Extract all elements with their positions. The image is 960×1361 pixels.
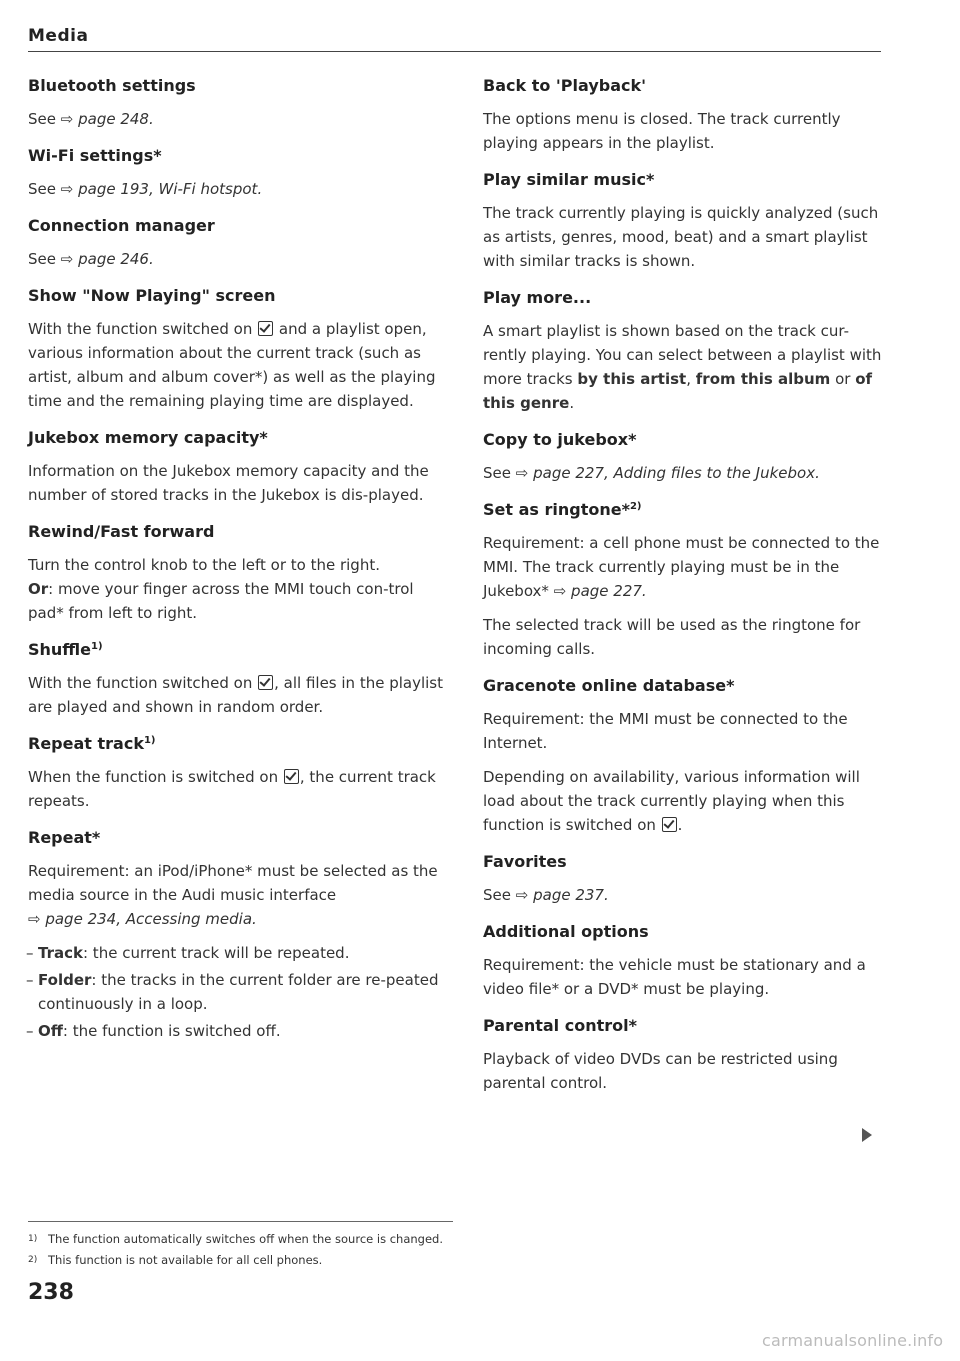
section-heading: Favorites	[483, 852, 567, 871]
footnote-ref: 1)	[91, 641, 103, 652]
page-link[interactable]: page 248.	[78, 110, 154, 128]
checkbox-checked-icon	[284, 769, 299, 784]
section-heading: Wi-Fi settings*	[28, 146, 162, 165]
section-shuffle: Shuffle$^{1)}$ With the function switched on , all files in the playlist are played and shown in random order.	[28, 638, 453, 719]
page-link[interactable]: page 193, Wi-Fi hotspot.	[78, 180, 263, 198]
section-wifi-settings: Wi-Fi settings* See ⇨ page 193, Wi-Fi hotspot.	[28, 144, 453, 201]
footnotes	[28, 1221, 453, 1269]
section-heading: Back to 'Playback'	[483, 76, 647, 95]
section-heading: Repeat track$^{1)}$	[28, 734, 156, 753]
section-heading: Connection manager	[28, 216, 215, 235]
footnote-ref: 2)	[629, 501, 642, 512]
section-back-to-playback: Back to 'Playback' The options menu is closed. The track currently playing appears in the playlist.	[483, 74, 883, 155]
page-link[interactable]: page 227.	[571, 582, 647, 600]
section-repeat-track: Repeat track$^{1)}$ When the function is switched on , the current track repeats.	[28, 732, 453, 813]
section-heading: Copy to jukebox*	[483, 430, 637, 449]
section-heading: Additional options	[483, 922, 649, 941]
list-item: – Folder: the tracks in the current folder are re-peated continuously in a loop.	[28, 968, 453, 1016]
section-play-more: Play more... A smart playlist is shown based on the track cur-rently playing. You can select between a playlist with more tracks by this artist, from this album or of this genre.	[483, 288, 882, 412]
repeat-options-list	[28, 941, 453, 1043]
section-heading: Gracenote online database*	[483, 676, 735, 695]
section-heading: Repeat*	[28, 828, 101, 847]
section-heading: Shuffle$^{1)}$	[28, 640, 103, 659]
page-link[interactable]: page 237.	[533, 886, 609, 904]
section-bluetooth-settings: Bluetooth settings See ⇨ page 248.	[28, 74, 453, 131]
left-column	[28, 74, 453, 1056]
section-gracenote: Gracenote online database* Requirement: the MMI must be connected to the Internet. Depending on availability, various information will load about the track currently playing when this function is switched on .	[483, 674, 883, 837]
page-link[interactable]: ⇨ page 234, Accessing media.	[28, 910, 257, 928]
section-jukebox-capacity: Jukebox memory capacity* Information on the Jukebox memory capacity and the number of stored tracks in the Jukebox is dis-played.	[28, 426, 453, 507]
section-heading: Bluetooth settings	[28, 76, 196, 95]
section-play-similar-music: Play similar music* The track currently playing is quickly analyzed (such as artists, genres, mood, beat) and a smart playlist with similar tracks is shown.	[483, 168, 883, 273]
section-heading: Show "Now Playing" screen	[28, 286, 276, 305]
section-heading: Set as ringtone*$^{2)}$	[483, 500, 642, 519]
footnote-divider	[28, 1221, 453, 1222]
section-heading: Jukebox memory capacity*	[28, 428, 268, 447]
section-now-playing: Show "Now Playing" screen With the function switched on and a playlist open, various information about the current track (such as artist, album and album cover*) as well as the playing time and the remaining playing time are displayed.	[28, 284, 453, 413]
footnote: 1) The function automatically switches off when the source is changed.	[28, 1232, 443, 1246]
list-item: – Off: the function is switched off.	[28, 1019, 453, 1043]
section-heading: Play similar music*	[483, 170, 655, 189]
section-heading: Play more...	[483, 288, 592, 307]
section-parental-control: Parental control* Playback of video DVDs can be restricted using parental control.	[483, 1014, 883, 1095]
right-column	[483, 74, 883, 1108]
section-set-as-ringtone: Set as ringtone*$^{2)}$ Requirement: a cell phone must be connected to the MMI. The track currently playing must be in the Jukebox* ⇨ page 227. The selected track will be used as the ringtone for incoming calls.	[483, 498, 883, 661]
section-heading: Rewind/Fast forward	[28, 522, 215, 541]
header-divider	[28, 51, 881, 52]
list-item: – Track: the current track will be repeated.	[28, 941, 453, 965]
watermark: carmanualsonline.info	[762, 1331, 944, 1350]
page-link[interactable]: page 227, Adding files to the Jukebox.	[533, 464, 820, 482]
section-copy-to-jukebox: Copy to jukebox* See ⇨ page 227, Adding files to the Jukebox.	[483, 428, 883, 485]
checkbox-checked-icon	[662, 817, 677, 832]
page-header	[28, 26, 881, 46]
section-connection-manager: Connection manager See ⇨ page 246.	[28, 214, 453, 271]
footnote: 2) This function is not available for all cell phones.	[28, 1253, 323, 1267]
section-heading: Parental control*	[483, 1016, 637, 1035]
continue-arrow-icon	[862, 1128, 872, 1142]
section-rewind-fast-forward: Rewind/Fast forward Turn the control knob to the left or to the right. Or: move your finger across the MMI touch con-trol pad* from left to right.	[28, 520, 453, 625]
checkbox-checked-icon	[258, 675, 273, 690]
section-repeat: Repeat* Requirement: an iPod/iPhone* must be selected as the media source in the Audi music interface ⇨ page 234, Accessing media. – Track: the current track will be repeated. – Folder: the tracks in the current folder are re-peated continuously in a loop. – Off: the function is switched off.	[28, 826, 453, 1043]
section-title: Media	[28, 26, 89, 46]
footnote-ref: 1)	[143, 735, 156, 746]
page-link[interactable]: page 246.	[78, 250, 154, 268]
section-additional-options: Additional options Requirement: the vehicle must be stationary and a video file* or a DVD* must be playing.	[483, 920, 883, 1001]
section-favorites: Favorites See ⇨ page 237.	[483, 850, 883, 907]
page-number: 238	[28, 1280, 74, 1305]
checkbox-checked-icon	[258, 321, 273, 336]
